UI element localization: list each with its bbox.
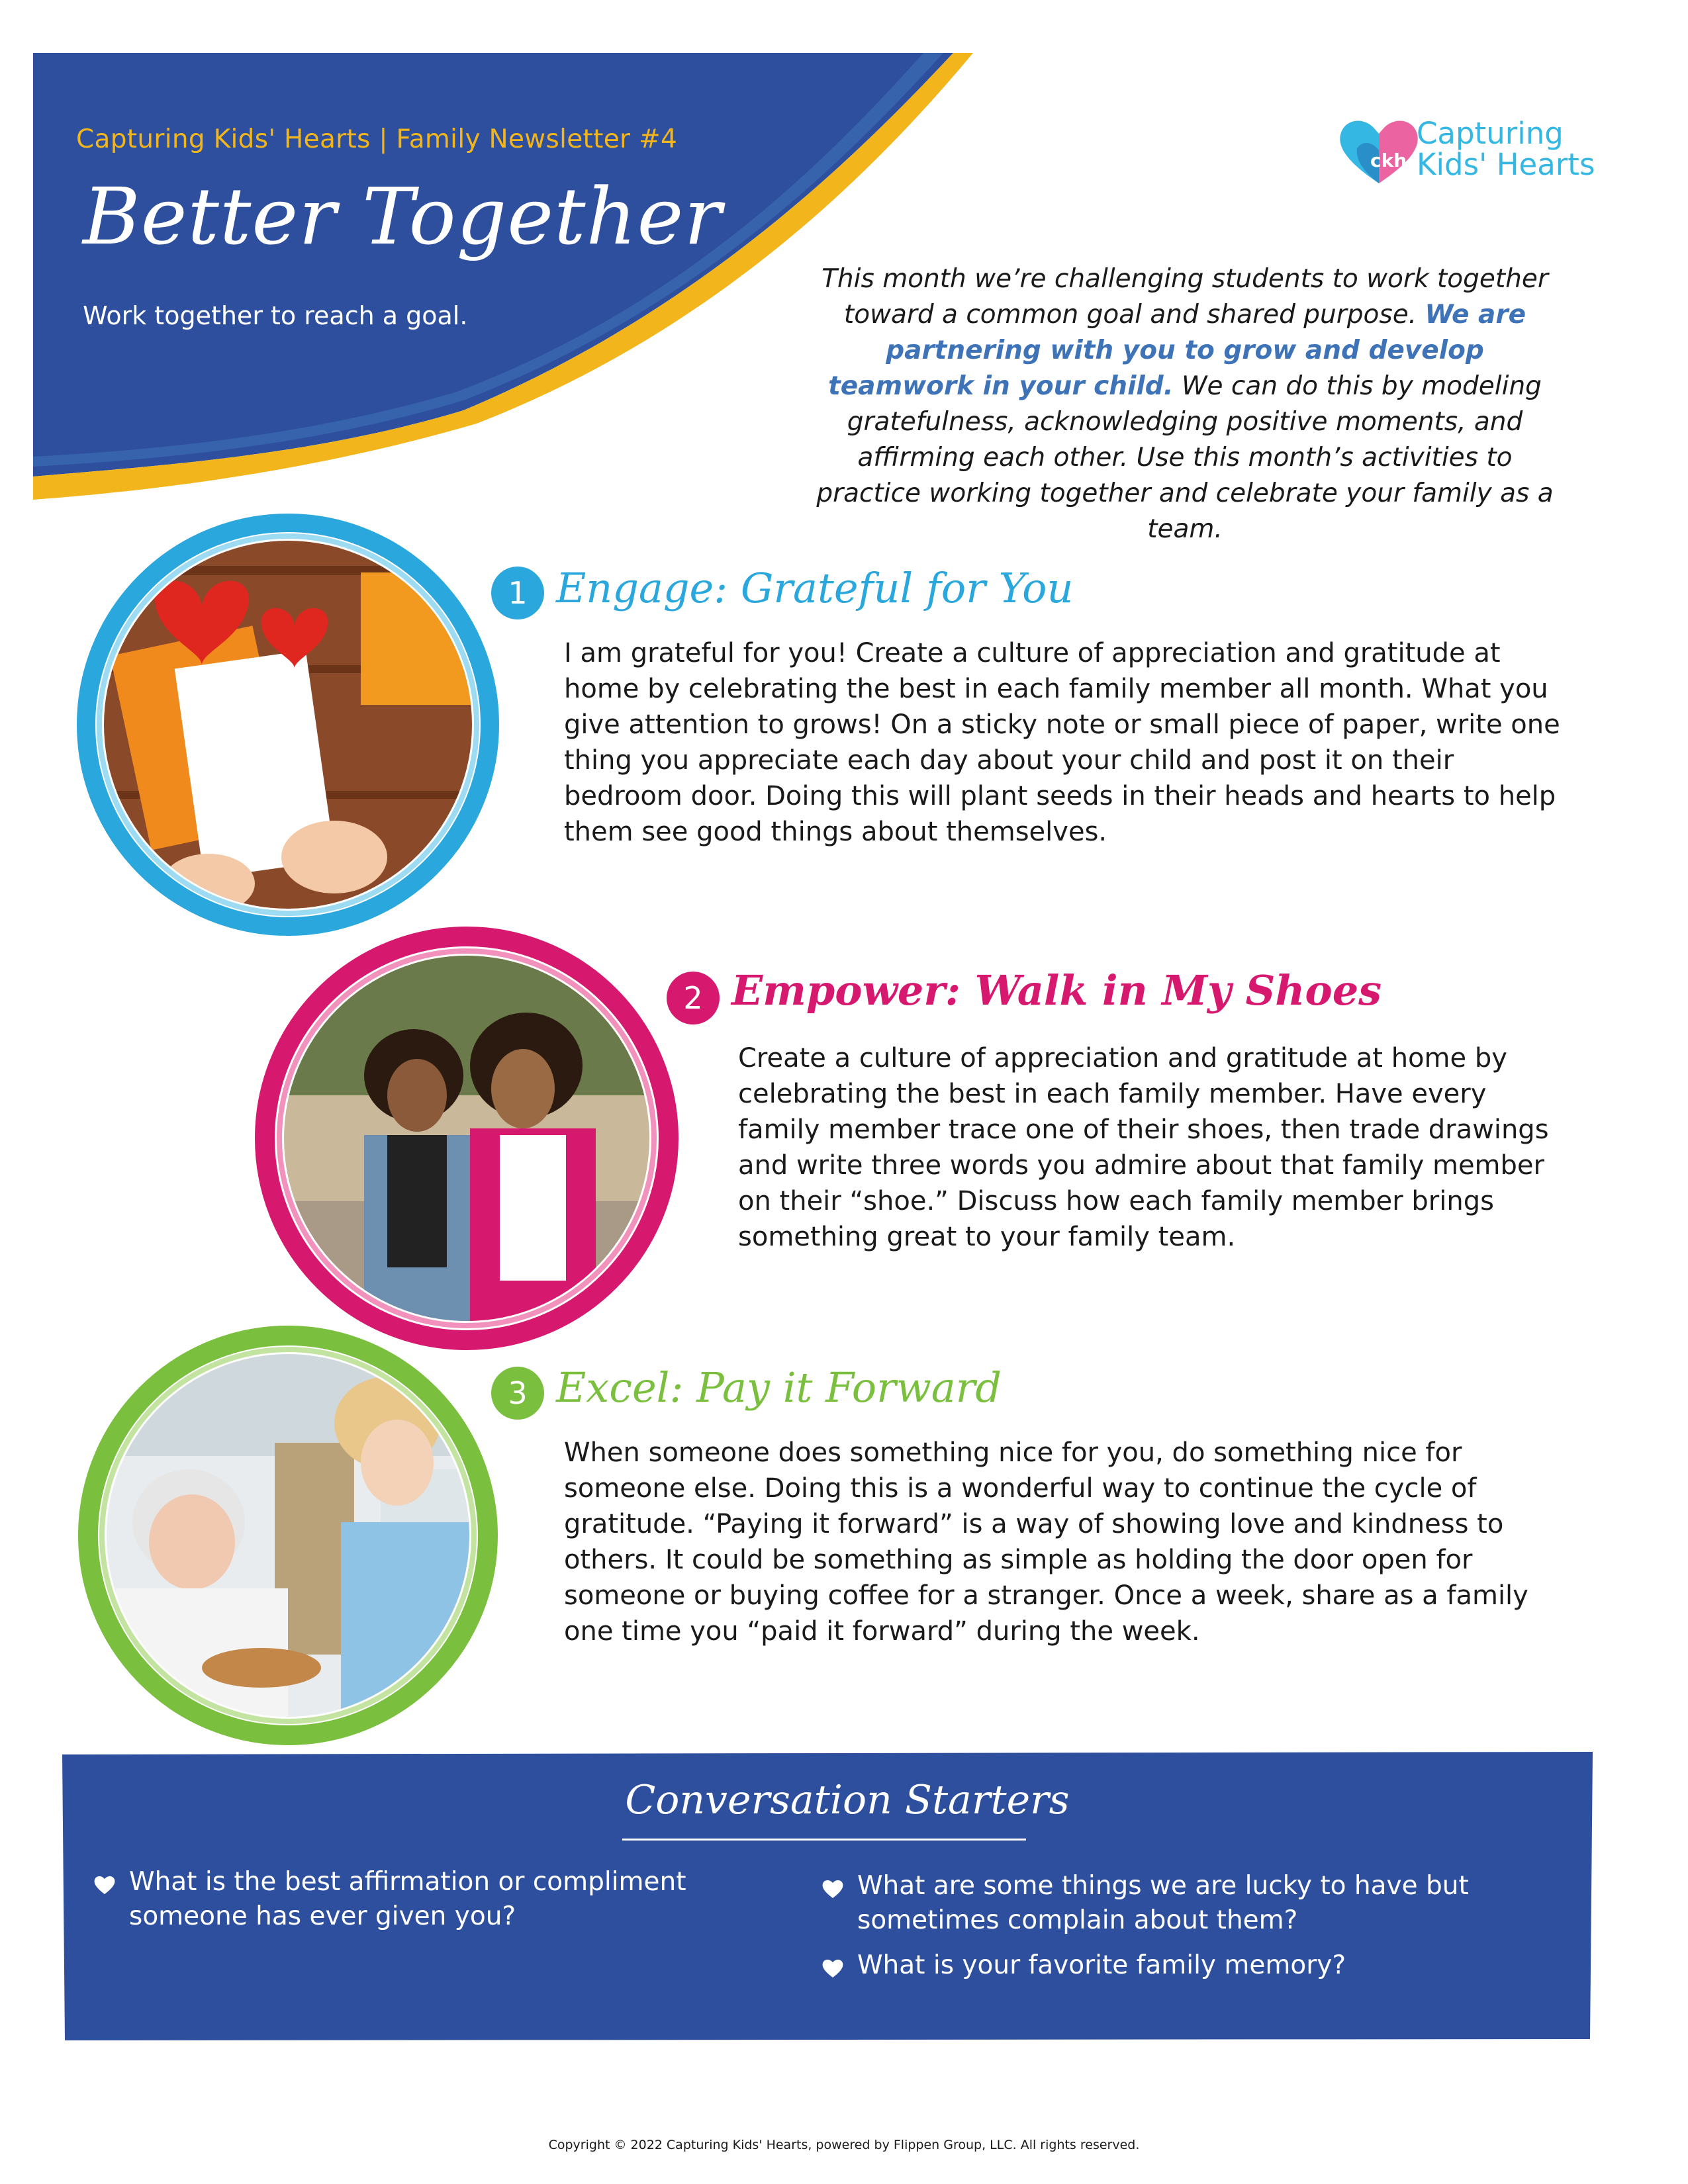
newsletter-kicker: Capturing Kids' Hearts | Family Newsletter #4	[76, 124, 678, 154]
heart-logo-icon	[1336, 114, 1422, 187]
section-2-photo	[252, 923, 682, 1353]
section-3-title: Excel: Pay it Forward	[556, 1363, 1002, 1412]
section-1-photo	[76, 513, 500, 936]
section-2-title: Empower: Walk in My Shoes	[731, 966, 1382, 1015]
intro-part-1: This month we’re challenging students to work together toward a common goal and shared purpose.	[821, 264, 1548, 330]
svg-text:ckh: ckh	[1370, 150, 1407, 171]
intro-part-2: We can do this by modeling gratefulness, acknowledging positive moments, and affirming each other. Use this month’s activities to practice working together and celebrate your family as a team.	[816, 371, 1554, 544]
logo-line-1: Capturing	[1417, 116, 1564, 151]
heart-bullet-icon	[821, 1878, 845, 1899]
conversation-title-underline	[622, 1839, 1026, 1841]
section-2-number: 2	[667, 972, 720, 1024]
newsletter-title: Better Together	[83, 171, 722, 262]
section-1-title: Engage: Grateful for You	[556, 564, 1074, 612]
section-3-photo	[76, 1324, 500, 1747]
conversation-title: Conversation Starters	[625, 1777, 1070, 1823]
logo-line-2: Kids' Hearts	[1417, 147, 1595, 182]
section-1-body: I am grateful for you! Create a culture of appreciation and gratitude at home by celebrating the best in each family member all month. What you give attention to grows! On a sticky note or small piece of paper, write one thing you appreciate each day about your child and post it on their bedroom door. Doing this will plant seeds in their heads and hearts to help them see good things about themselves.	[564, 638, 1560, 847]
intro-paragraph	[811, 261, 1559, 547]
newsletter-subtitle: Work together to reach a goal.	[83, 301, 468, 330]
section-2-body: Create a culture of appreciation and gratitude at home by celebrating the best in each family member. Have every family member trace one of their shoes, then trade drawings and write three words you admire about that family member on their “shoe.” Discuss how each family member brings something great to your family team.	[738, 1043, 1549, 1252]
section-1-number: 1	[491, 567, 544, 619]
question-3: What is your favorite family memory?	[857, 1950, 1346, 1980]
intro-emphasis: We are partnering with you to grow and develop teamwork in your child.	[828, 300, 1526, 401]
heart-bullet-icon	[821, 1958, 845, 1979]
question-1: What is the best affirmation or compliment someone has ever given you?	[129, 1867, 686, 1931]
logo-text	[1417, 118, 1595, 180]
section-3-number: 3	[491, 1367, 544, 1420]
heart-bullet-icon	[93, 1874, 117, 1895]
section-3-body: When someone does something nice for you, do something nice for someone else. Doing this is a wonderful way to continue the cycle of gratitude. “Paying it forward” is a way of showing love and kindness to others. It could be something as simple as holding the door open for someone or buying coffee for a stranger. Once a week, share as a family one time you “paid it forward” during the week.	[564, 1437, 1528, 1647]
copyright-notice: Copyright © 2022 Capturing Kids' Hearts, powered by Flippen Group, LLC. All rights reserved.	[548, 2138, 1140, 2152]
question-2: What are some things we are lucky to have but sometimes complain about them?	[857, 1871, 1469, 1935]
